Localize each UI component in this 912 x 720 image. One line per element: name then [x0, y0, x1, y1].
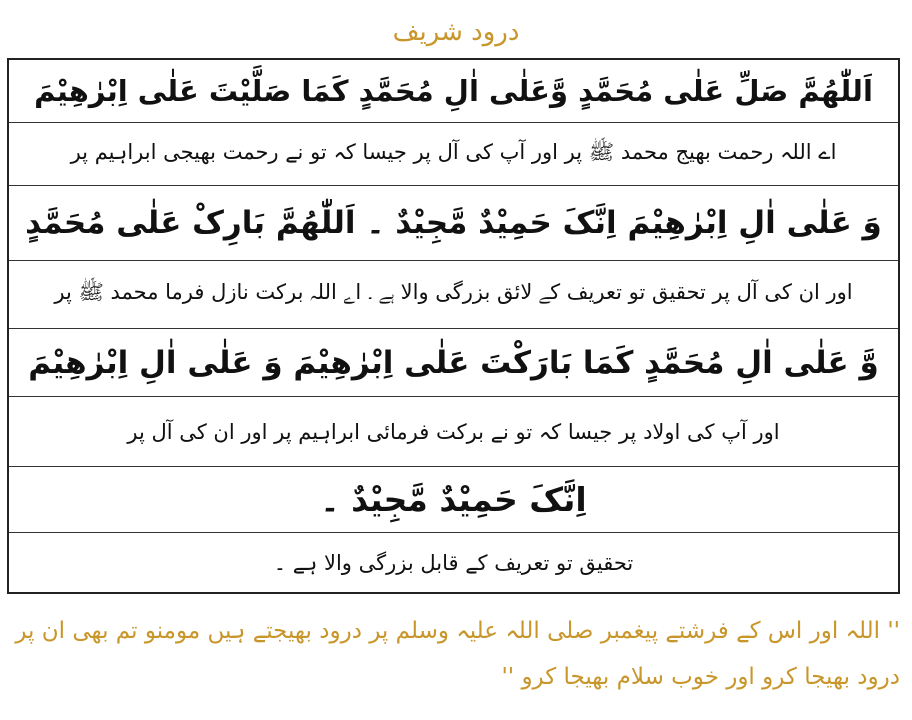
urdu-text-1: اے اللہ رحمت بھیج محمد ﷺ پر اور آپ کی آل پر جیسا کہ تو نے رحمت بھیجی ابراہیم پر	[70, 139, 837, 164]
urdu-row-3	[9, 397, 898, 467]
arabic-row-3	[9, 329, 898, 397]
urdu-text-2: اور ان کی آل پر تحقیق تو تعریف کے لائق بزرگی والا ہے ۔ اے اللہ برکت نازل فرما محمد ﷺ پر	[54, 280, 853, 304]
arabic-row-1	[9, 60, 898, 123]
urdu-row-1	[9, 123, 898, 186]
arabic-row-2	[9, 186, 898, 261]
page-title: درود شریف	[392, 17, 520, 47]
arabic-text-3: وَّ عَلٰی اٰلِ مُحَمَّدٍ کَمَا بَارَکْتَ عَلٰی اِبْرٰهِیْمَ وَ عَلٰی اٰلِ اِبْرٰهِیْمَ	[28, 344, 879, 381]
urdu-text-3: اور آپ کی اولاد پر جیسا کہ تو نے برکت فرمائی ابراہیم پر اور ان کی آل پر	[127, 419, 780, 444]
arabic-text-4: اِنَّکَ حَمِیْدٌ مَّجِیْدٌ ۔	[320, 480, 587, 519]
urdu-row-2	[9, 261, 898, 329]
urdu-row-4	[9, 533, 898, 592]
durood-table	[7, 58, 900, 594]
quran-verse-translation: '' اللہ اور اس کے فرشتے پیغمبر صلی اللہ علیہ وسلم پر درود بھیجتے ہیں مومنو تم بھی ان پر درود بھیجا کرو اور خوب سلام بھیجا کرو ''	[15, 618, 900, 690]
arabic-text-1: اَللّٰھُمَّ صَلِّ عَلٰی مُحَمَّدٍ وَّعَلٰی اٰلِ مُحَمَّدٍ کَمَا صَلَّیْتَ عَلٰی اِبْرٰهِیْمَ	[34, 74, 873, 108]
arabic-text-2: وَ عَلٰی اٰلِ اِبْرٰهِیْمَ اِنَّکَ حَمِیْدٌ مَّجِیْدٌ ۔ اَللّٰھُمَّ بَارِکْ عَلٰی مُحَمَّدٍ	[25, 205, 882, 241]
arabic-row-4	[9, 467, 898, 533]
urdu-text-4: تحقیق تو تعریف کے قابل بزرگی والا ہے ۔	[273, 550, 634, 575]
